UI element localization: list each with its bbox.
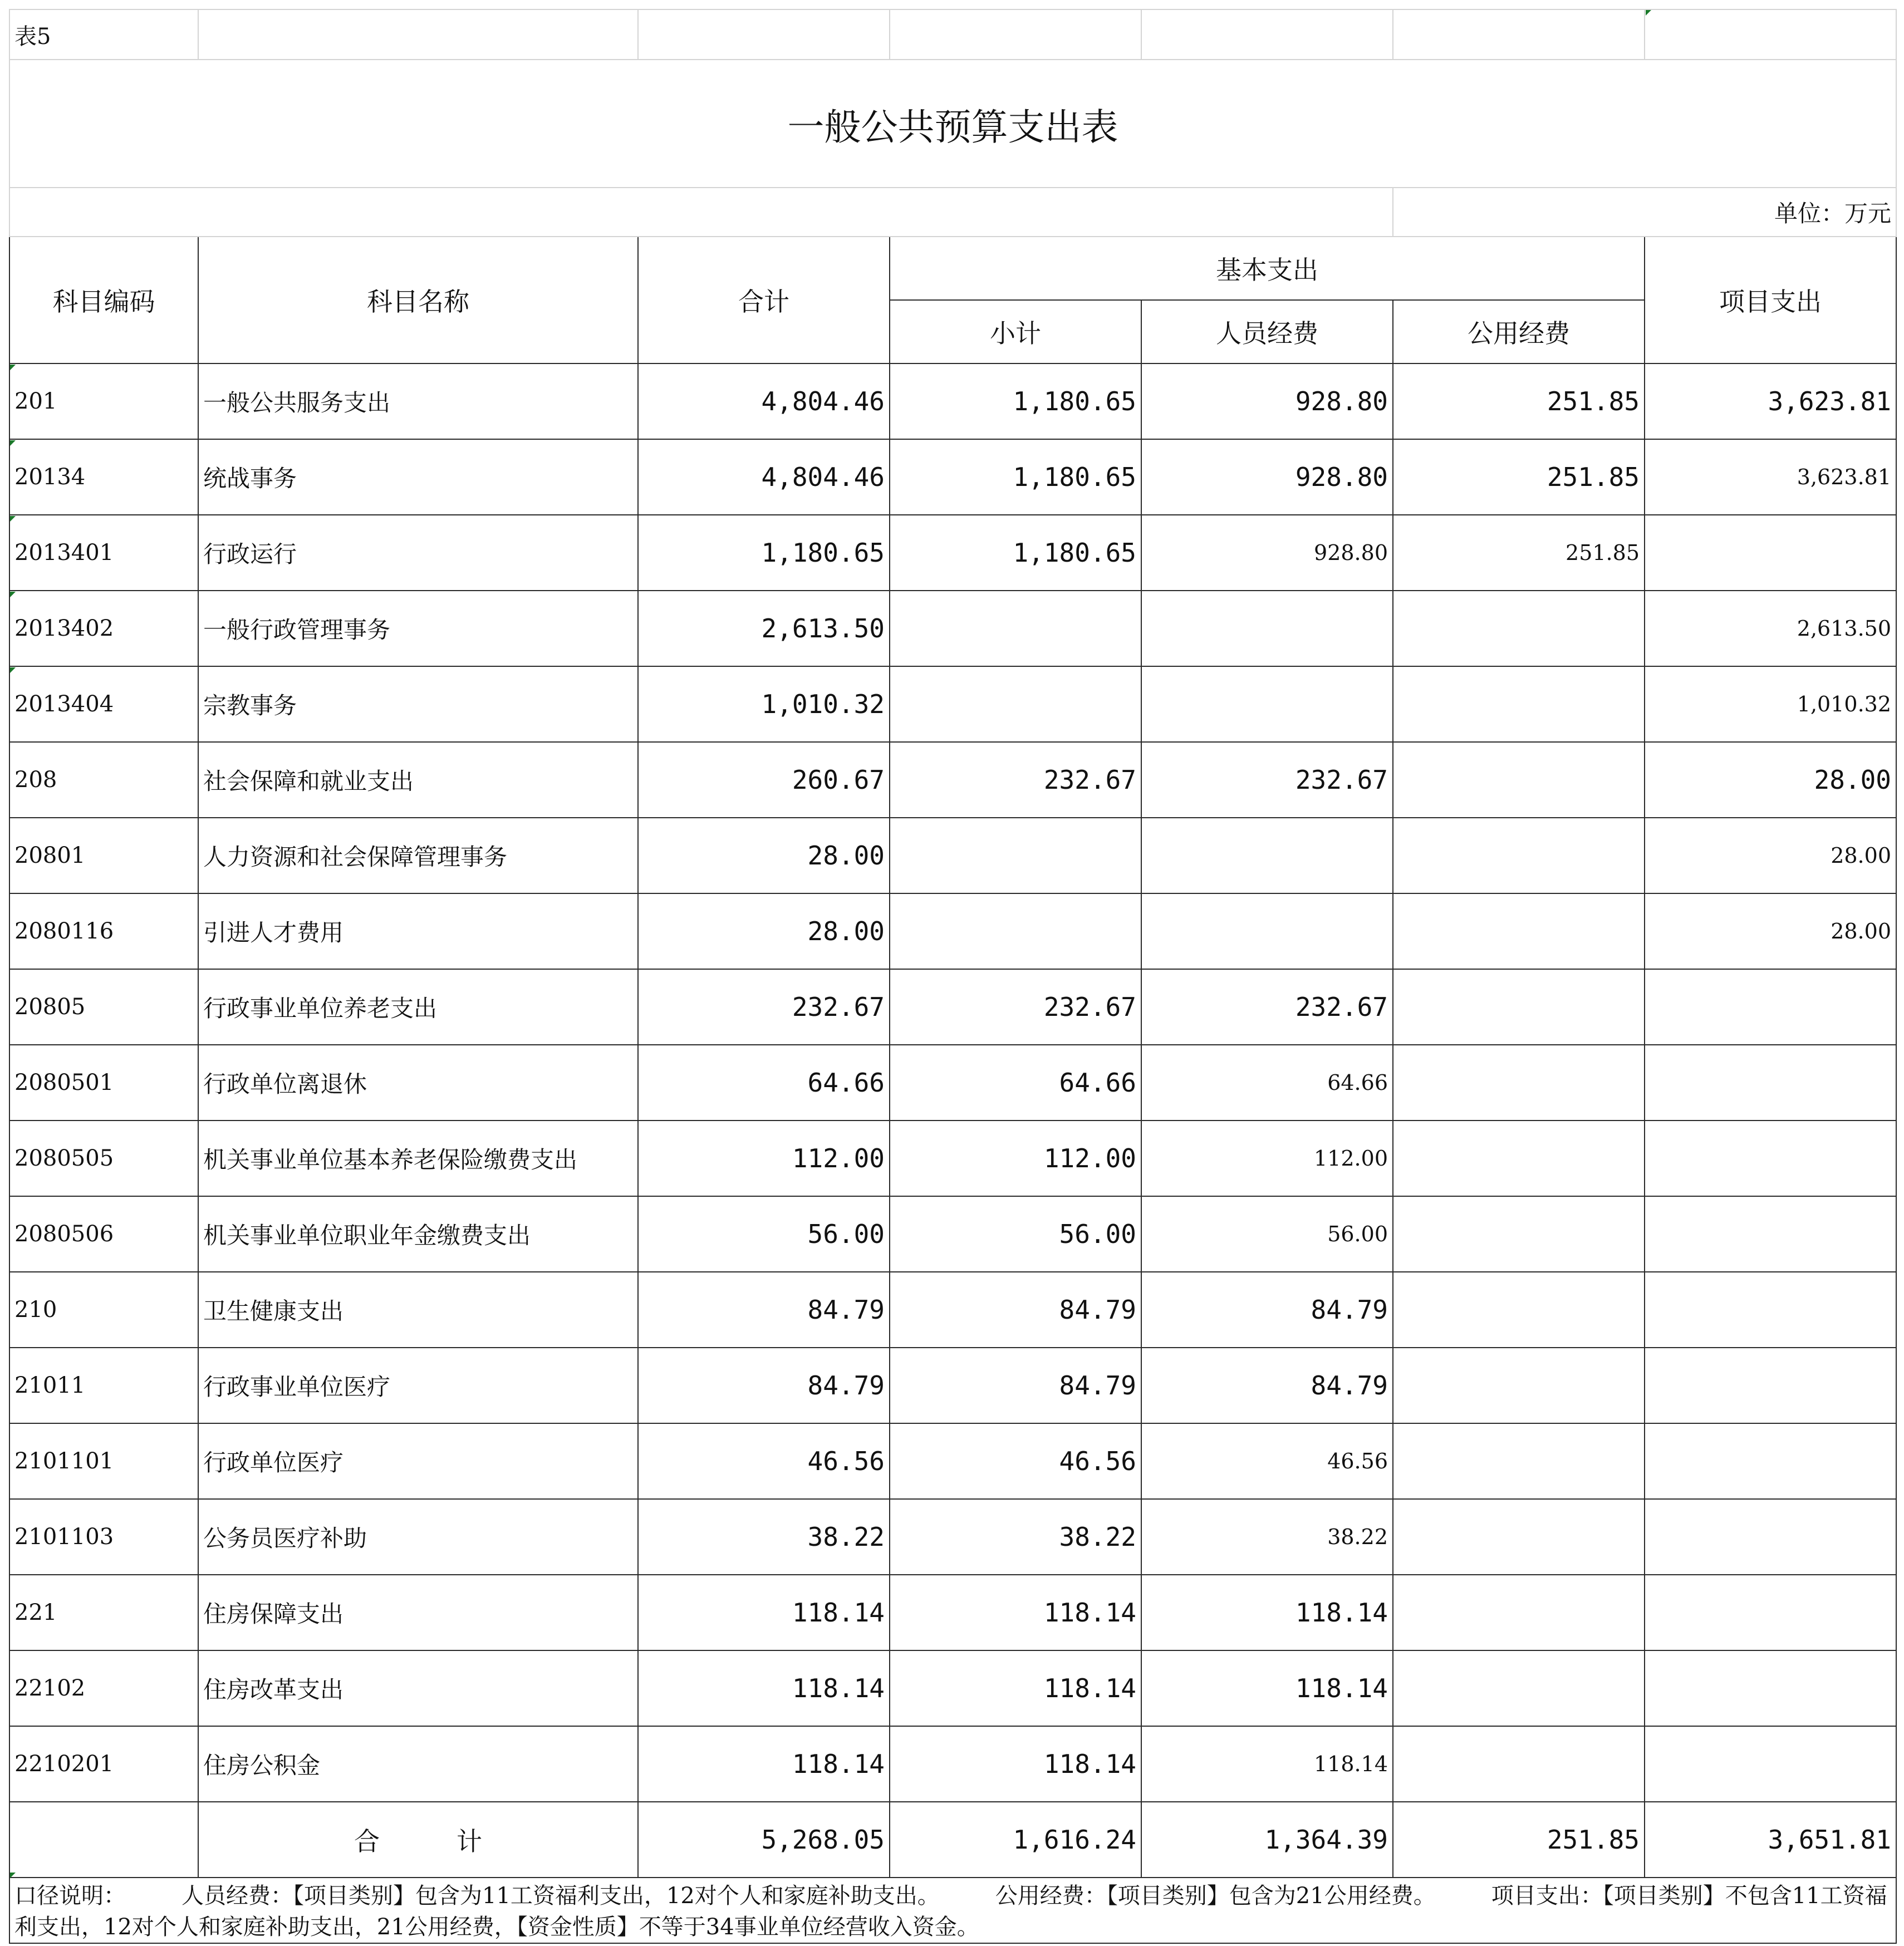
table-row [9,742,1896,818]
row-public[interactable]: 251.85 [1393,439,1645,515]
row-public[interactable] [1393,1650,1645,1726]
row-name[interactable]: 行政单位离退休 [198,1045,638,1121]
row-public[interactable] [1393,1121,1645,1196]
header-total[interactable]: 合计 [638,237,890,363]
row-public[interactable]: 251.85 [1393,515,1645,591]
row-subtotal[interactable]: 84.79 [890,1348,1141,1423]
row-total[interactable]: 46.56 [638,1423,890,1499]
row-subtotal[interactable]: 232.67 [890,742,1141,818]
row-subtotal[interactable] [890,591,1141,666]
totals-personnel[interactable]: 1,364.39 [1141,1802,1393,1878]
cell-marker-icon [10,440,16,446]
row-public[interactable] [1393,1348,1645,1423]
row-code[interactable]: 2080506 [9,1196,198,1272]
row-total[interactable]: 260.67 [638,742,890,818]
sheet-label[interactable]: 表5 [9,9,198,60]
row-project[interactable] [1645,1650,1896,1726]
table-row [9,818,1896,893]
row-code[interactable]: 2101101 [9,1423,198,1499]
row-total[interactable]: 4,804.46 [638,363,890,439]
row-subtotal[interactable]: 56.00 [890,1196,1141,1272]
empty-cell[interactable] [9,188,1393,237]
row-total[interactable]: 84.79 [638,1348,890,1423]
totals-total[interactable]: 5,268.05 [638,1802,890,1878]
scope-note[interactable]: 口径说明： 人员经费：【项目类别】包含为11工资福利支出，12对个人和家庭补助支出。 公用经费：【项目类别】包含为21公用经费。 项目支出：【项目类别】不包含11工资福利支出，12对个人和家庭补助支出，21公用经费，【资金性质】不等于34事业单位经营收入资金。 [9,1878,1896,1943]
row-code[interactable]: 201 [9,363,198,439]
row-personnel[interactable] [1141,818,1393,893]
table-row [9,1575,1896,1650]
row-personnel[interactable]: 84.79 [1141,1272,1393,1348]
row-subtotal[interactable]: 38.22 [890,1499,1141,1575]
row-subtotal[interactable] [890,666,1141,742]
row-name[interactable]: 行政运行 [198,515,638,591]
row-total[interactable]: 84.79 [638,1272,890,1348]
row-name[interactable]: 公务员医疗补助 [198,1499,638,1575]
header-personnel[interactable]: 人员经费 [1141,300,1393,363]
table-row [9,1499,1896,1575]
row-subtotal[interactable] [890,818,1141,893]
empty-cell[interactable] [638,9,890,60]
row-total[interactable]: 38.22 [638,1499,890,1575]
row-code[interactable]: 2101103 [9,1499,198,1575]
row-total[interactable]: 64.66 [638,1045,890,1121]
row-project[interactable] [1645,1348,1896,1423]
row-project[interactable] [1645,1499,1896,1575]
cell-marker-icon [10,1873,16,1878]
row-personnel[interactable]: 112.00 [1141,1121,1393,1196]
row-name[interactable]: 住房保障支出 [198,1575,638,1650]
row-code[interactable]: 20801 [9,818,198,893]
row-personnel[interactable] [1141,666,1393,742]
row-code[interactable]: 2080116 [9,893,198,969]
row-subtotal[interactable]: 112.00 [890,1121,1141,1196]
header-public[interactable]: 公用经费 [1393,300,1645,363]
row-name[interactable]: 引进人才费用 [198,893,638,969]
row-personnel[interactable] [1141,591,1393,666]
header-code[interactable]: 科目编码 [9,237,198,363]
note-row [9,1878,1896,1943]
row-subtotal[interactable]: 118.14 [890,1650,1141,1726]
row-project[interactable]: 3,623.81 [1645,439,1896,515]
row-name[interactable]: 人力资源和社会保障管理事务 [198,818,638,893]
row-public[interactable] [1393,1272,1645,1348]
row-personnel[interactable]: 928.80 [1141,515,1393,591]
row-personnel[interactable]: 84.79 [1141,1348,1393,1423]
row-public[interactable] [1393,1575,1645,1650]
row-project[interactable]: 2,613.50 [1645,591,1896,666]
row-name[interactable]: 一般公共服务支出 [198,363,638,439]
row-name[interactable]: 统战事务 [198,439,638,515]
row-personnel[interactable] [1141,893,1393,969]
table-row [9,1726,1896,1802]
empty-cell[interactable] [1141,9,1393,60]
row-code[interactable]: 2013402 [9,591,198,666]
row-code[interactable]: 210 [9,1272,198,1348]
budget-expenditure-table [9,9,1897,1944]
row-name[interactable]: 行政单位医疗 [198,1423,638,1499]
totals-row [9,1802,1896,1878]
row-project[interactable]: 28.00 [1645,742,1896,818]
row-total[interactable]: 56.00 [638,1196,890,1272]
empty-cell[interactable] [1393,9,1645,60]
row-personnel[interactable]: 38.22 [1141,1499,1393,1575]
table-row [9,1045,1896,1121]
cell-marker-icon [1646,10,1651,16]
cell-marker-icon [10,667,16,673]
row-subtotal[interactable] [890,893,1141,969]
row-code[interactable]: 2013401 [9,515,198,591]
row-name[interactable]: 行政事业单位医疗 [198,1348,638,1423]
empty-cell[interactable] [890,9,1141,60]
totals-subtotal[interactable]: 1,616.24 [890,1802,1141,1878]
row-public[interactable] [1393,818,1645,893]
row-project[interactable]: 1,010.32 [1645,666,1896,742]
row-public[interactable] [1393,666,1645,742]
row-public[interactable] [1393,742,1645,818]
row-code[interactable]: 21011 [9,1348,198,1423]
totals-project[interactable]: 3,651.81 [1645,1802,1896,1878]
row-personnel[interactable]: 928.80 [1141,439,1393,515]
row-code[interactable]: 20805 [9,969,198,1045]
table-row [9,591,1896,666]
row-personnel[interactable]: 118.14 [1141,1575,1393,1650]
row-name[interactable]: 卫生健康支出 [198,1272,638,1348]
table-row [9,666,1896,742]
unit-label[interactable]: 单位：万元 [1393,188,1896,237]
row-project[interactable] [1645,969,1896,1045]
row-project[interactable] [1645,1045,1896,1121]
sheet-label-row [9,9,1896,60]
row-project[interactable] [1645,1423,1896,1499]
empty-cell[interactable] [1645,9,1896,60]
header-basic[interactable]: 基本支出 [890,237,1645,300]
row-name[interactable]: 一般行政管理事务 [198,591,638,666]
row-subtotal[interactable]: 84.79 [890,1272,1141,1348]
header-project[interactable]: 项目支出 [1645,237,1896,363]
row-personnel[interactable]: 118.14 [1141,1650,1393,1726]
row-name[interactable]: 宗教事务 [198,666,638,742]
unit-row [9,188,1896,237]
row-code[interactable]: 2080505 [9,1121,198,1196]
row-project[interactable] [1645,1726,1896,1802]
cell-marker-icon [10,592,16,597]
row-project[interactable] [1645,515,1896,591]
row-project[interactable] [1645,1575,1896,1650]
row-public[interactable] [1393,591,1645,666]
row-name[interactable]: 行政事业单位养老支出 [198,969,638,1045]
row-subtotal[interactable]: 118.14 [890,1726,1141,1802]
row-total[interactable]: 28.00 [638,893,890,969]
row-code[interactable]: 2210201 [9,1726,198,1802]
row-subtotal[interactable]: 1,180.65 [890,363,1141,439]
row-code[interactable]: 2080501 [9,1045,198,1121]
row-personnel[interactable]: 928.80 [1141,363,1393,439]
row-subtotal[interactable]: 46.56 [890,1423,1141,1499]
row-name[interactable]: 社会保障和就业支出 [198,742,638,818]
row-subtotal[interactable]: 1,180.65 [890,515,1141,591]
row-personnel[interactable]: 232.67 [1141,742,1393,818]
row-personnel[interactable]: 56.00 [1141,1196,1393,1272]
row-total[interactable]: 118.14 [638,1650,890,1726]
row-subtotal[interactable]: 64.66 [890,1045,1141,1121]
row-subtotal[interactable]: 118.14 [890,1575,1141,1650]
row-subtotal[interactable]: 232.67 [890,969,1141,1045]
row-project[interactable]: 28.00 [1645,893,1896,969]
row-public[interactable] [1393,1423,1645,1499]
empty-cell[interactable] [198,9,638,60]
row-personnel[interactable]: 46.56 [1141,1423,1393,1499]
table-row [9,1272,1896,1348]
header-subtotal[interactable]: 小计 [890,300,1141,363]
table-row [9,515,1896,591]
row-name[interactable]: 机关事业单位基本养老保险缴费支出 [198,1121,638,1196]
cell-marker-icon [10,365,16,370]
row-project[interactable] [1645,1196,1896,1272]
row-total[interactable]: 28.00 [638,818,890,893]
row-personnel[interactable]: 64.66 [1141,1045,1393,1121]
row-public[interactable] [1393,1499,1645,1575]
row-code[interactable]: 2013404 [9,666,198,742]
totals-public[interactable]: 251.85 [1393,1802,1645,1878]
table-row [9,1650,1896,1726]
cell-marker-icon [10,516,16,522]
header-name[interactable]: 科目名称 [198,237,638,363]
row-total[interactable]: 4,804.46 [638,439,890,515]
table-row [9,893,1896,969]
header-row-1 [9,237,1896,300]
row-total[interactable]: 118.14 [638,1726,890,1802]
row-personnel[interactable]: 232.67 [1141,969,1393,1045]
table-title[interactable]: 一般公共预算支出表 [9,60,1896,188]
row-total[interactable]: 1,180.65 [638,515,890,591]
totals-label[interactable]: 合 计 [198,1802,638,1878]
row-public[interactable] [1393,969,1645,1045]
row-project[interactable] [1645,1121,1896,1196]
row-project[interactable]: 3,623.81 [1645,363,1896,439]
row-public[interactable] [1393,1045,1645,1121]
table-row [9,1423,1896,1499]
row-code[interactable]: 22102 [9,1650,198,1726]
row-total[interactable]: 232.67 [638,969,890,1045]
row-project[interactable]: 28.00 [1645,818,1896,893]
row-subtotal[interactable]: 1,180.65 [890,439,1141,515]
row-personnel[interactable]: 118.14 [1141,1726,1393,1802]
row-code[interactable]: 221 [9,1575,198,1650]
row-name[interactable]: 住房改革支出 [198,1650,638,1726]
table-row [9,1196,1896,1272]
table-row [9,1121,1896,1196]
title-row [9,60,1896,188]
row-name[interactable]: 住房公积金 [198,1726,638,1802]
table-row [9,363,1896,439]
row-public[interactable] [1393,893,1645,969]
row-name[interactable]: 机关事业单位职业年金缴费支出 [198,1196,638,1272]
totals-empty[interactable] [9,1802,198,1878]
row-code[interactable]: 20134 [9,439,198,515]
table-row [9,969,1896,1045]
row-code[interactable]: 208 [9,742,198,818]
row-public[interactable]: 251.85 [1393,363,1645,439]
table-row [9,1348,1896,1423]
row-total[interactable]: 1,010.32 [638,666,890,742]
row-project[interactable] [1645,1272,1896,1348]
row-total[interactable]: 2,613.50 [638,591,890,666]
row-public[interactable] [1393,1726,1645,1802]
row-total[interactable]: 112.00 [638,1121,890,1196]
row-public[interactable] [1393,1196,1645,1272]
table-row [9,439,1896,515]
row-total[interactable]: 118.14 [638,1575,890,1650]
